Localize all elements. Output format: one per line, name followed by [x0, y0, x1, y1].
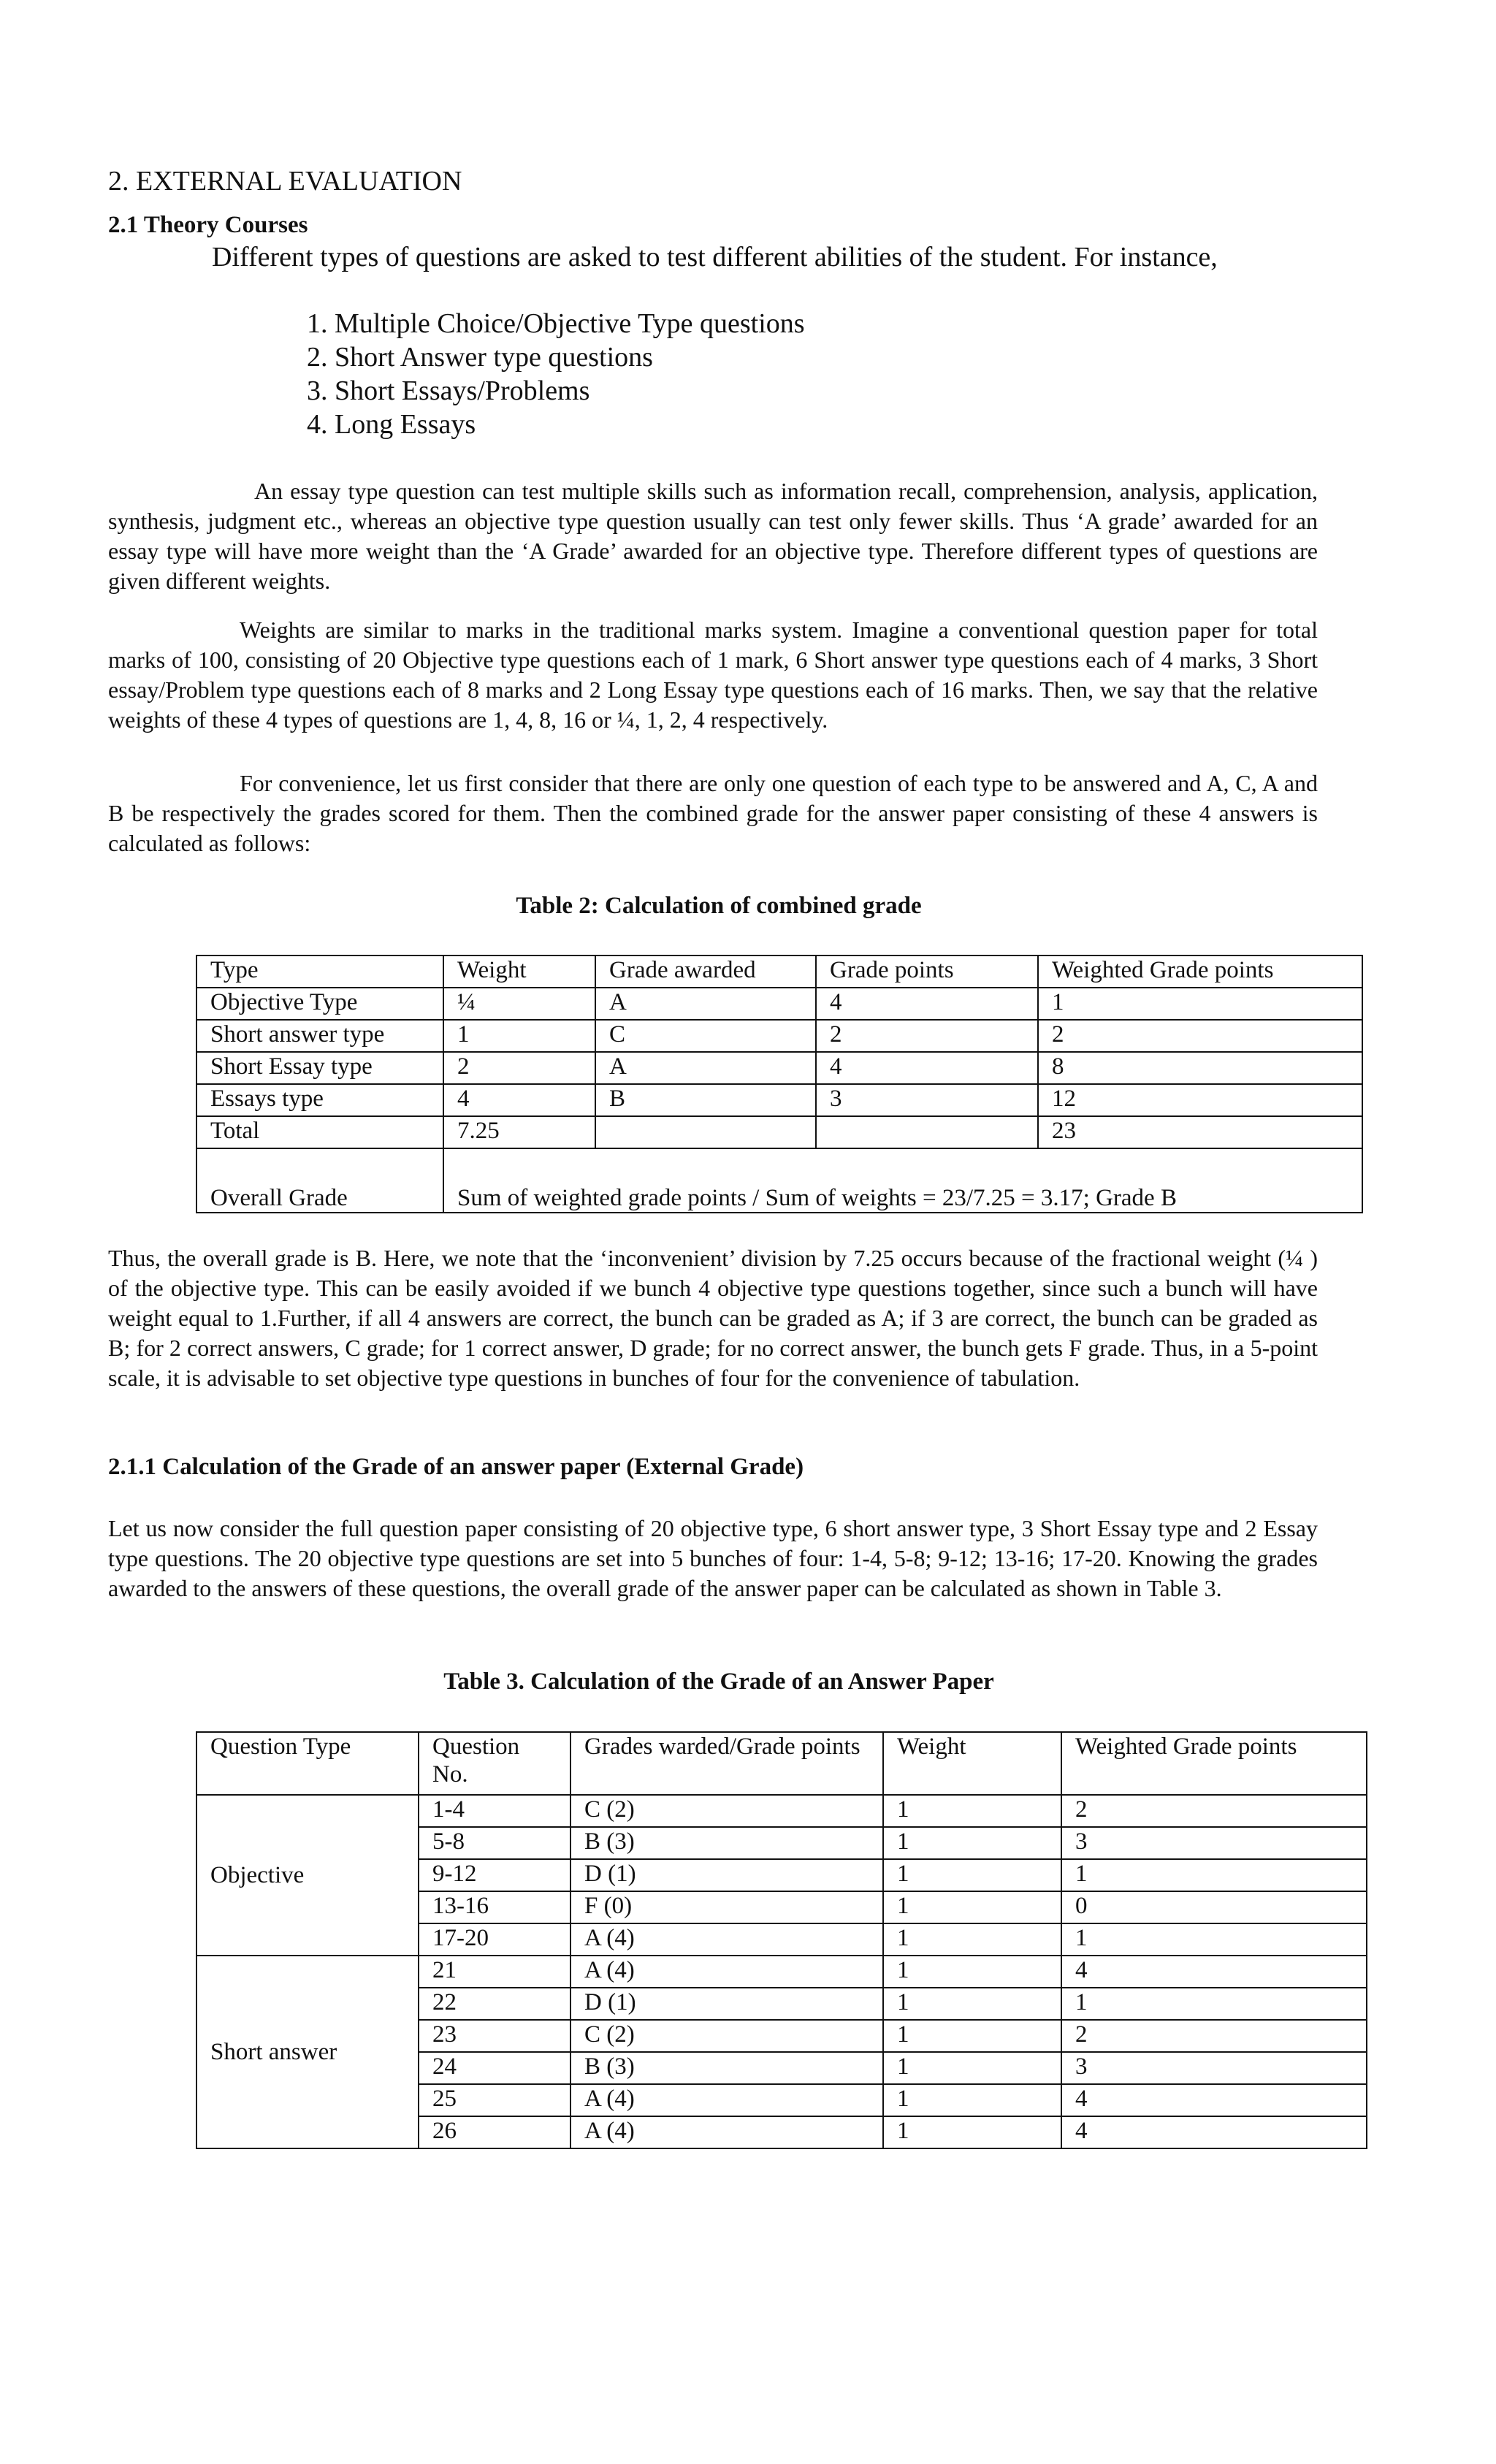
question-type-cell: Short answer: [196, 1956, 419, 2148]
table2-caption: Table 2: Calculation of combined grade: [516, 893, 922, 919]
header-cell: Grade awarded: [595, 956, 816, 988]
table3-caption: Table 3. Calculation of the Grade of an Answer Paper: [443, 1668, 994, 1695]
table-cell: 1: [1061, 1859, 1367, 1891]
table-cell: 3: [816, 1084, 1038, 1116]
paragraph-overall-grade: Thus, the overall grade is B. Here, we note that the ‘inconvenient’ division by 7.25 occurs because of the fractional weight (¼ ) of the objective type. This can be easily avoided if we bunch 4 objective type questions together, since such a bunch will have weight equal to 1.Further, if all 4 answers are correct, the bunch can be graded as A; if 3 are correct, the bunch can be graded as B; for 2 correct answers, C grade; for 1 correct answer, D grade; for no correct answer, the bunch gets F grade. Thus, in a 5-point scale, it is advisable to set objective type questions in bunches of four for the convenience of tabulation.: [108, 1245, 1318, 1391]
table-cell: 26: [419, 2116, 570, 2148]
paragraph-marks: [108, 615, 1318, 735]
table-cell: C (2): [570, 1795, 883, 1827]
table-cell: B (3): [570, 2052, 883, 2084]
table-cell: D (1): [570, 1859, 883, 1891]
table-cell: 1: [883, 1923, 1061, 1956]
list-item: 2. Short Answer type questions: [307, 342, 653, 373]
table-cell: 2: [816, 1020, 1038, 1052]
table-cell: 1: [883, 1988, 1061, 2020]
table-cell: 24: [419, 2052, 570, 2084]
header-cell: Grade points: [816, 956, 1038, 988]
table-row: [196, 1956, 1367, 1988]
header-cell: Grades warded/Grade points: [570, 1732, 883, 1795]
table-cell: 7.25: [443, 1116, 595, 1148]
table-cell: 23: [1038, 1116, 1362, 1148]
table-header-row: [196, 1732, 1367, 1795]
table-cell: Essays type: [196, 1084, 443, 1116]
table-cell: 4: [1061, 2116, 1367, 2148]
table-cell: 4: [1061, 1956, 1367, 1988]
table-cell: A (4): [570, 1923, 883, 1956]
table-cell: 1: [883, 2084, 1061, 2116]
table-cell: 2: [1061, 2020, 1367, 2052]
table-cell: 1: [443, 1020, 595, 1052]
paragraph-essay-weights: [108, 476, 1318, 596]
subsection-heading: 2.1.1 Calculation of the Grade of an answer paper (External Grade): [108, 1454, 804, 1480]
table-row: [196, 1020, 1362, 1052]
table-cell: 1: [883, 1891, 1061, 1923]
table-cell: Short answer type: [196, 1020, 443, 1052]
table-cell: 1: [883, 1827, 1061, 1859]
combined-grade-table: [196, 955, 1363, 1213]
table-cell: 0: [1061, 1891, 1367, 1923]
paragraph-text: An essay type question can test multiple skills such as information recall, comprehension, analysis, application, synthesis, judgment etc., whereas an objective type question usually can test only fewer skills. Thus ‘A grade’ awarded for an essay type will have more weight than the ‘A Grade’ awarded for an objective type. Therefore different types of questions are given different weights.: [108, 478, 1318, 594]
table-cell: 5-8: [419, 1827, 570, 1859]
table-cell: 21: [419, 1956, 570, 1988]
table-cell: B: [595, 1084, 816, 1116]
table-row-total: [196, 1116, 1362, 1148]
list-item: 4. Long Essays: [307, 409, 476, 440]
subsection-title: 2.1 Theory Courses: [108, 212, 308, 238]
section-title: 2. EXTERNAL EVALUATION: [108, 166, 462, 197]
paragraph-convenience: [108, 768, 1318, 858]
header-cell: Question Type: [196, 1732, 419, 1795]
table-cell: 1: [883, 1859, 1061, 1891]
table-cell: C: [595, 1020, 816, 1052]
table-row: [196, 988, 1362, 1020]
table-cell: 1: [1061, 1923, 1367, 1956]
list-item: 1. Multiple Choice/Objective Type questions: [307, 308, 805, 339]
table-cell: A: [595, 1052, 816, 1084]
list-item: 3. Short Essays/Problems: [307, 375, 590, 406]
question-type-list: [307, 307, 805, 441]
table-cell: Total: [196, 1116, 443, 1148]
table-cell: [595, 1116, 816, 1148]
header-cell: Question No.: [419, 1732, 570, 1795]
table-cell: 22: [419, 1988, 570, 2020]
header-cell: Weighted Grade points: [1038, 956, 1362, 988]
table-cell: Objective Type: [196, 988, 443, 1020]
table-cell: 3: [1061, 1827, 1367, 1859]
table-cell: A: [595, 988, 816, 1020]
answer-paper-grade-table: [196, 1731, 1367, 2149]
table-cell: 8: [1038, 1052, 1362, 1084]
table-cell: C (2): [570, 2020, 883, 2052]
table-cell: 4: [816, 1052, 1038, 1084]
table-cell: 1: [883, 1795, 1061, 1827]
table-row: [196, 1795, 1367, 1827]
table-cell: Short Essay type: [196, 1052, 443, 1084]
table-cell: 12: [1038, 1084, 1362, 1116]
table-cell: 25: [419, 2084, 570, 2116]
table-cell: 2: [1061, 1795, 1367, 1827]
table-cell: 4: [1061, 2084, 1367, 2116]
header-cell: Type: [196, 956, 443, 988]
paragraph-text: For convenience, let us first consider that there are only one question of each type to be answered and A, C, A and B be respectively the grades scored for them. Then the combined grade for the answer paper consisting of these 4 answers is calculated as follows:: [108, 770, 1318, 856]
table-cell: 3: [1061, 2052, 1367, 2084]
table-cell: 1: [1061, 1988, 1367, 2020]
table-cell: 1: [1038, 988, 1362, 1020]
table-row: [196, 1052, 1362, 1084]
table-header-row: [196, 956, 1362, 988]
paragraph-text: Weights are similar to marks in the traditional marks system. Imagine a conventional question paper for total marks of 100, consisting of 20 Objective type questions each of 1 mark, 6 Short answer type questions each of 4 marks, 3 Short essay/Problem type questions each of 8 marks and 2 Long Essay type questions each of 16 marks. Then, we say that the relative weights of these 4 types of questions are 1, 4, 8, 16 or ¼, 1, 2, 4 respectively.: [108, 617, 1318, 733]
header-cell: Weight: [443, 956, 595, 988]
table-cell: 17-20: [419, 1923, 570, 1956]
table-cell: 13-16: [419, 1891, 570, 1923]
table-row-overall-grade: [196, 1148, 1362, 1213]
overall-grade-label: Overall Grade: [196, 1148, 443, 1213]
table-cell: 4: [816, 988, 1038, 1020]
paragraph-full-paper: Let us now consider the full question paper consisting of 20 objective type, 6 short answer type, 3 Short Essay type and 2 Essay type questions. The 20 objective type questions are set into 5 bunches of four: 1-4, 5-8; 9-12; 13-16; 17-20. Knowing the grades awarded to the answers of these questions, the overall grade of the answer paper can be calculated as shown in Table 3.: [108, 1515, 1318, 1601]
table-cell: 1: [883, 2020, 1061, 2052]
table-cell: 9-12: [419, 1859, 570, 1891]
table-cell: B (3): [570, 1827, 883, 1859]
table-cell: A (4): [570, 1956, 883, 1988]
table-cell: 2: [443, 1052, 595, 1084]
table-cell: ¼: [443, 988, 595, 1020]
overall-grade-value: Sum of weighted grade points / Sum of weights = 23/7.25 = 3.17; Grade B: [443, 1148, 1362, 1213]
table-cell: 2: [1038, 1020, 1362, 1052]
table-row: [196, 1084, 1362, 1116]
table-cell: A (4): [570, 2116, 883, 2148]
table-cell: 1-4: [419, 1795, 570, 1827]
table-cell: 4: [443, 1084, 595, 1116]
table-cell: D (1): [570, 1988, 883, 2020]
table-cell: 1: [883, 2052, 1061, 2084]
table-cell: F (0): [570, 1891, 883, 1923]
table-cell: 23: [419, 2020, 570, 2052]
header-cell: Weight: [883, 1732, 1061, 1795]
question-type-cell: Objective: [196, 1795, 419, 1956]
table-cell: [816, 1116, 1038, 1148]
intro-text: Different types of questions are asked to test different abilities of the student. For instance,: [212, 242, 1218, 272]
table-cell: 1: [883, 1956, 1061, 1988]
table-cell: 1: [883, 2116, 1061, 2148]
header-cell: Weighted Grade points: [1061, 1732, 1367, 1795]
table-cell: A (4): [570, 2084, 883, 2116]
